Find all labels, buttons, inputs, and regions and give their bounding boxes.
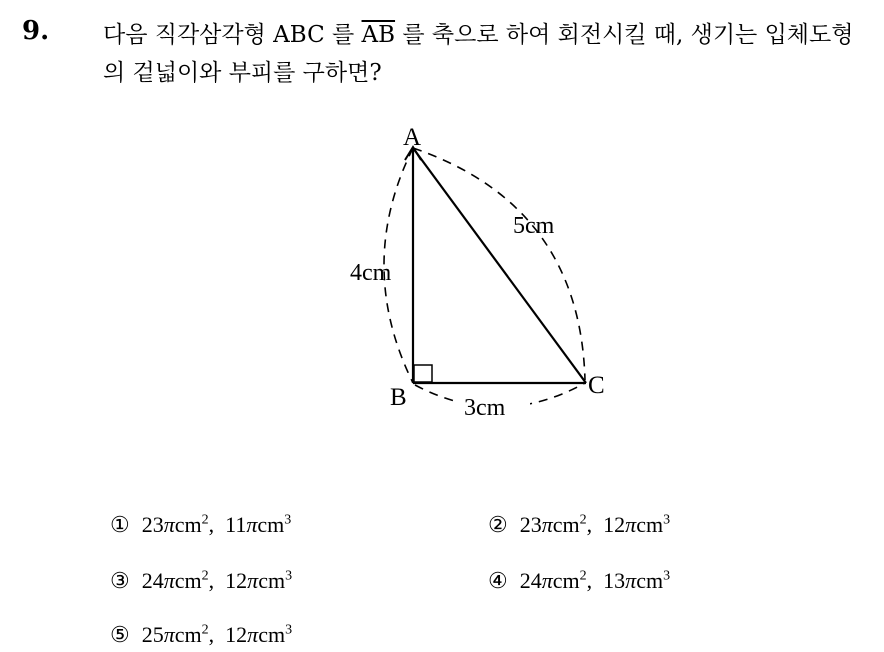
vertex-a-label: A <box>403 124 422 151</box>
choice-area-value: 23 <box>141 512 164 537</box>
choice-3[interactable]: ③ 24πcm$^2$, 12πcm$^3$ <box>110 568 293 593</box>
choice-volume-value: 12 <box>225 622 248 647</box>
volume-exponent: 3 <box>284 512 292 528</box>
choice-volume-value: 12 <box>225 568 248 593</box>
volume-unit: cm <box>636 512 664 537</box>
choice-mark: ⑤ <box>110 622 130 647</box>
side-ac-label: 5cm <box>513 213 555 239</box>
area-exponent: 2 <box>201 512 209 528</box>
area-exponent: 2 <box>579 512 587 528</box>
volume-exponent: 3 <box>663 512 671 528</box>
choice-area-value: 25 <box>141 622 164 647</box>
area-unit: cm <box>174 568 202 593</box>
pi-symbol: π <box>541 512 553 537</box>
pi-symbol: π <box>541 568 553 593</box>
right-angle-mark <box>414 365 432 382</box>
choice-volume-value: 11 <box>225 512 247 537</box>
choice-2[interactable]: ② 23πcm$^2$, 12πcm$^3$ <box>488 512 671 537</box>
side-ac <box>413 148 586 383</box>
pi-symbol: π <box>246 512 258 537</box>
volume-unit: cm <box>257 512 285 537</box>
choice-volume-value: 12 <box>603 512 626 537</box>
question-text <box>103 16 873 92</box>
question-number: 9. <box>22 16 50 46</box>
choice-5[interactable]: ⑤ 25πcm$^2$, 12πcm$^3$ <box>110 622 293 647</box>
pi-symbol: π <box>163 622 175 647</box>
vertex-b-label: B <box>390 384 407 411</box>
volume-exponent: 3 <box>663 568 671 584</box>
segment-ab: $\overline{AB}$ <box>361 22 396 48</box>
pi-symbol: π <box>625 568 637 593</box>
choice-mark: ④ <box>488 568 508 593</box>
volume-exponent: 3 <box>285 622 293 638</box>
choice-4[interactable]: ④ 24πcm$^2$, 13πcm$^3$ <box>488 568 671 593</box>
area-unit: cm <box>552 512 580 537</box>
area-exponent: 2 <box>201 622 209 638</box>
choice-area-value: 23 <box>519 512 542 537</box>
choice-volume-value: 13 <box>603 568 626 593</box>
volume-unit: cm <box>258 622 286 647</box>
side-ab-label: 4cm <box>350 260 392 286</box>
triangle-figure <box>330 115 630 435</box>
volume-exponent: 3 <box>285 568 293 584</box>
pi-symbol: π <box>163 568 175 593</box>
area-unit: cm <box>174 512 202 537</box>
side-bc-label: 3cm <box>464 395 506 421</box>
vertex-c-label: C <box>588 372 605 399</box>
area-exponent: 2 <box>579 568 587 584</box>
area-unit: cm <box>552 568 580 593</box>
choice-area-value: 24 <box>141 568 164 593</box>
volume-unit: cm <box>258 568 286 593</box>
area-unit: cm <box>174 622 202 647</box>
pi-symbol: π <box>163 512 175 537</box>
choice-area-value: 24 <box>519 568 542 593</box>
pi-symbol: π <box>625 512 637 537</box>
pi-symbol: π <box>247 568 259 593</box>
choice-mark: ① <box>110 512 130 537</box>
question-text-after: 를 축으로 하여 회전시킬 때, 생기는 입체도형의 겉넓이와 부피를 구하면? <box>103 22 854 86</box>
question-text-before: 다음 직각삼각형 ABC 를 <box>103 22 362 48</box>
pi-symbol: π <box>247 622 259 647</box>
choice-1[interactable]: ① 23πcm$^2$, 11πcm$^3$ <box>110 512 292 537</box>
choice-mark: ② <box>488 512 508 537</box>
volume-unit: cm <box>636 568 664 593</box>
choice-mark: ③ <box>110 568 130 593</box>
area-exponent: 2 <box>201 568 209 584</box>
